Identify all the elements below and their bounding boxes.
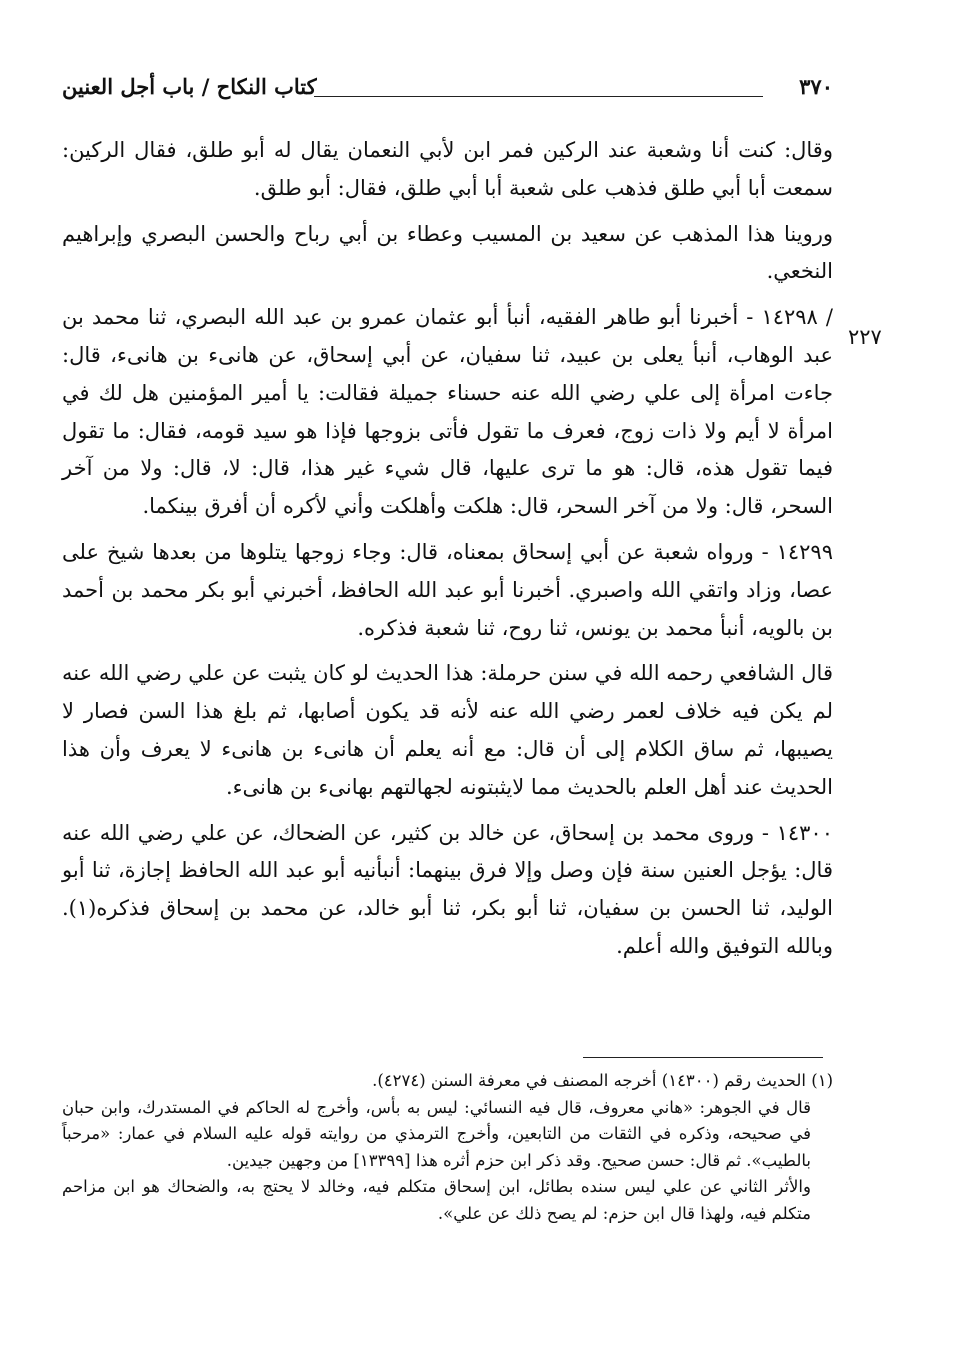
hadith-14298: / ١٤٢٩٨ - أخبرنا أبو طاهر الفقيه، أنبأ أبو عثمان عمرو بن عبد الله البصري، ثنا محمد بن عبد الوهاب، أنبأ يعلى بن عبيد، ثنا سفيان، عن أبي إسحاق، عن هانىء بن هانىء، قال: جاءت امرأة إلى علي رضي الله عنه حسناء جميلة فقالت: يا أمير المؤمنين هل لك في امرأة لا أيم ولا ذات زوج، فعرف ما تقول فأتى بزوجها فإذا هو سيد قومه، فقال: ما تقول فيما تقول هذه، قال: هو ما ترى عليها، قال شيء غير هذا، قال: لا، قال: ولا من آخر السحر، قال: ولا من آخر السحر، قال: هلكت وأهلكت وأني لأكره أن أفرق بينكما. [62, 305, 833, 519]
paragraph: وروينا هذا المذهب عن سعيد بن المسيب وعطاء بن أبي رباح والحسن البصري وإبراهيم النخعي. [62, 221, 833, 284]
paragraph-shafii: قال الشافعي رحمه الله في سنن حرملة: هذا الحديث لو كان يثبت عن علي رضي الله عنه لم يكن فيه خلاف لعمر رضي الله عنه لأنه قد يكون أصابها، ثم بلغ هذا السن فصار لا يصيبها، ثم ساق الكلام إلى أن قال: مع أنه يعلم أن هانىء بن هانىء لا يعرف وأن هذا الحديث عند أهل العلم بالحديث مما لايثبتونه لجهالتهم بهانىء بن هانىء. [62, 661, 833, 799]
hadith-14300: ١٤٣٠٠ - وروى محمد بن إسحاق، عن خالد بن كثير، عن الضحاك، عن علي رضي الله عنه قال: يؤجل العنين سنة فإن وصل وإلا فرق بينهما: أنبأنيه أبو عبد الله الحافظ إجازة، ثنا أبو الوليد، ثنا الحسن بن سفيان، ثنا أبو بكر، ثنا أبو خالد، عن محمد بن إسحاق فذكره(١). وبالله التوفيق والله أعلم. [62, 820, 833, 958]
chapter-title: كتاب النكاح / باب أجل العنين [62, 74, 317, 99]
footnote-1-jawhar: قال في الجوهر: «هاني معروف، قال فيه النسائي: ليس به بأس، وأخرج له الحاكم في المستدرك، وابن حبان في صحيحه، وذكره في الثقات من التابعين، وأخرج الترمذي من روايته قوله عليه السلام في عمار: «مرحباً بالطيب». ثم قال: حسن صحيح. وقد ذكر ابن حزم أثره هذا [١٣٣٩٩] من وجهين جيدين. [62, 1097, 811, 1170]
footnote-1-second-athar: والأثر الثاني عن علي ليس سنده بطائل، ابن إسحاق متكلم فيه، وخالد لا يحتج به، والضحاك هو ابن مزاحم متكلم فيه، ولهذا قال ابن حزم: لم يصح ذلك عن علي». [62, 1177, 811, 1223]
page-number: ٣٧٠ [799, 74, 833, 99]
running-header [62, 74, 833, 108]
main-text [62, 132, 833, 974]
header-rule [314, 96, 763, 97]
footnote-1: (١) الحديث رقم (١٤٣٠٠) أخرجه المصنف في معرفة السنن (٤٢٧٤). [372, 1071, 833, 1090]
margin-reference-number: ٢٢٧ [848, 325, 882, 349]
footnote-separator [583, 1057, 823, 1058]
hadith-14299: ١٤٢٩٩ - ورواه شعبة عن أبي إسحاق بمعناه، قال: وجاء زوجها يتلوها من بعدها شيخ على عصا، وزاد واتقي الله واصبري. أخبرنا أبو عبد الله الحافظ، أخبرني أبو بكر محمد بن أحمد بن بالويه، أنبأ محمد بن يونس، ثنا روح، ثنا شعبة فذكره. [62, 539, 833, 640]
footnotes [62, 1068, 833, 1227]
paragraph: وقال: كنت أنا وشعبة عند الركين فمر ابن لأبي النعمان يقال له أبو طلق، فقال الركين: سمعت أبا أبي طلق فذهب على شعبة أبا أبي طلق، فقال: أبو طلق. [62, 138, 833, 200]
